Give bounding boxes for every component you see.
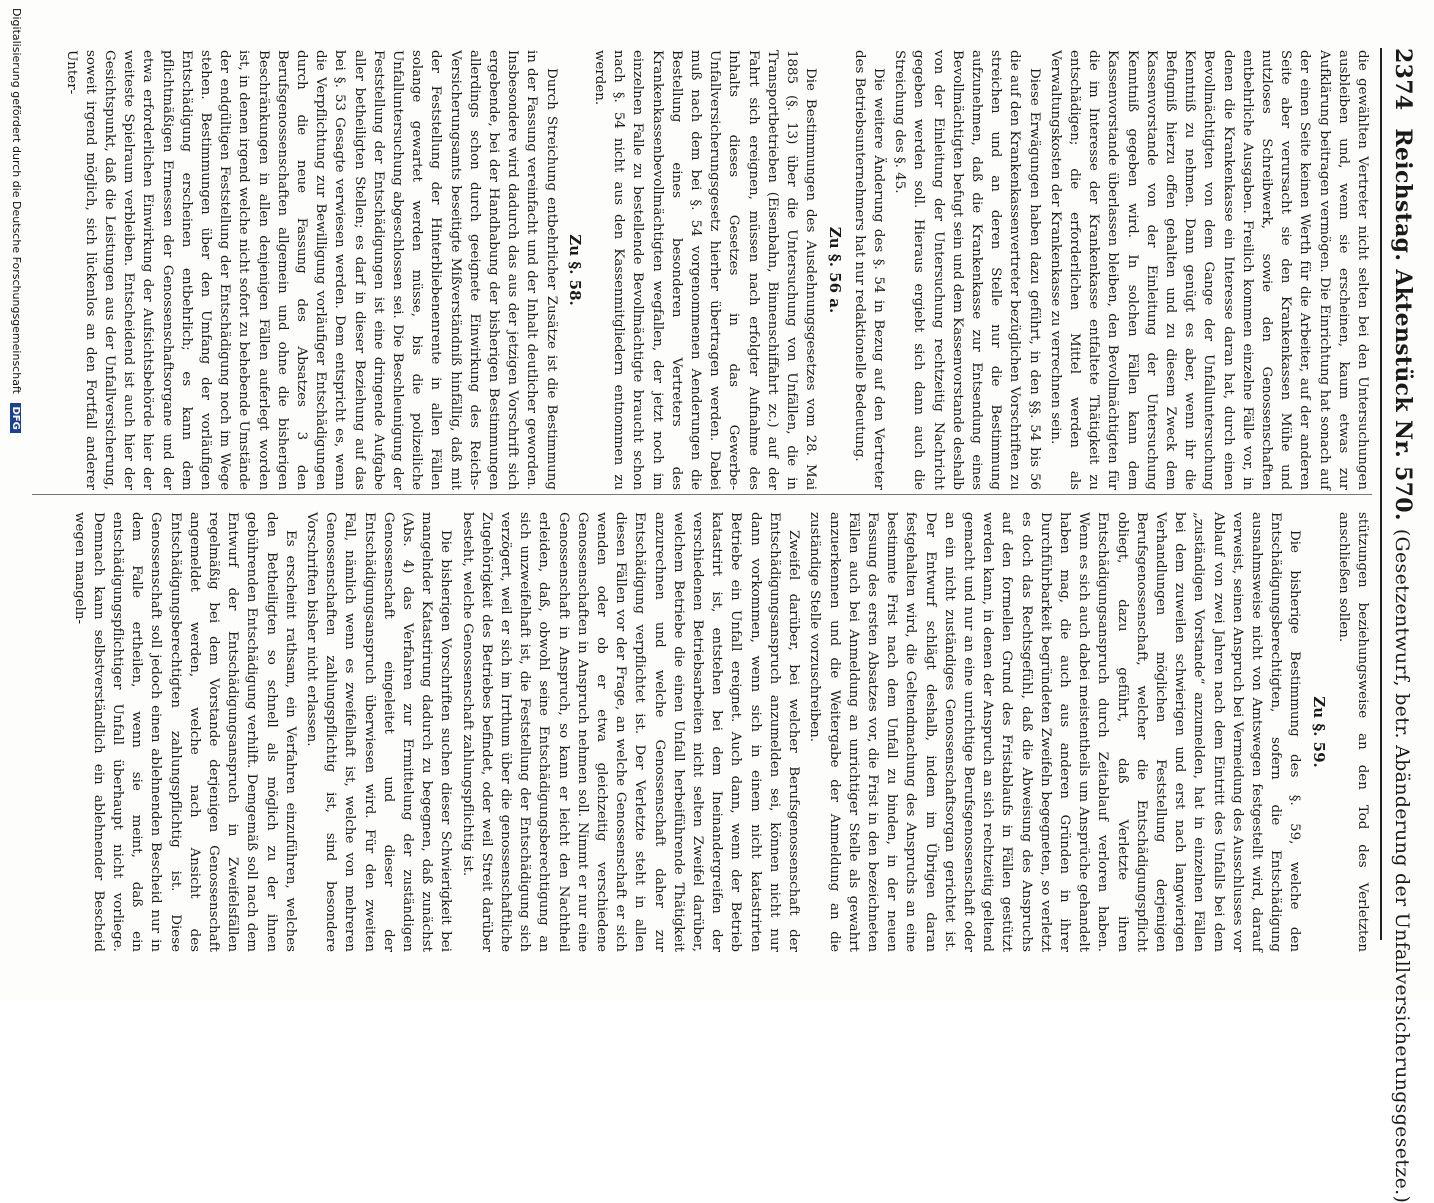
digitization-footer [10,8,23,433]
right-paragraph: Zweifel darüber, bei welcher Berufsgenossenschaft der Entschädigungsanspruch anzumelden sei, können nicht nur dann vorkommen, wenn sich in einem nicht katastrirten Betriebe ein Unfall ereignet. Auch dann, wenn der Betrieb katastrirt ist, entstehen bei dem Ineinandergreifen der verschiedenen Betriebsarbeiten nicht selten Zweifel darüber, welchem Betriebe die einen Unfall herbeiführende Thätigkeit anzurechnen und welche Genossenschaft daher zur Entschädigung verpflichtet ist. Der Verletzte steht in allen diesen Fällen vor der Frage, an welche Genossenschaft er sich wenden oder ob er etwa gleichzeitig verschiedene Genossenschaften in Anspruch nehmen soll. Nimmt er nur eine Genossenschaft in Anspruch, so kann er leicht den Nachtheil erleiden, daß, obwohl seine Entschädigungsberechtigung an sich unzweifelhaft ist, die Feststellung der Entschädigung sich verzögert, weil er sich im Irrthum über die genossenschaftliche Zugehörigkeit des Betriebes befindet, oder weil Streit darüber besteht, welche Genossenschaft zahlungspflichtig ist. [459,512,802,952]
header-title: Reichstag. [1390,128,1416,262]
left-paragraph: Die Bestimmungen des Ausdehnungsgesetzes vom 28. Mai 1885 (§. 13) über die Untersuchung von Unfällen, die in Transportbetrieben (Eisenbahn, Binnenschiffahrt zc.) auf der Fahrt sich ereignen, müssen nach erfolgter Aufnahme des Inhalts dieses Gesetzes in das Gewerbe-Unfallversicherungsgesetz hierher übertragen werden. Dabei muß nach dem bei §. 54 vorgenommenen Aenderungen die Bestellung eines besonderen Vertreters des Krankenkassenbevollmächtigten wegfallen, der jetzt noch im einzelnen Falle zu bestellende Bevollmächtigte braucht schon nach §. 54 nicht aus den Kassenmitgliedern entnommen zu werden. [592,50,819,490]
right-paragraph: Die bisherige Bestimmung des §. 59, welche den Entschädigungsberechtigten, sofern die Entschädigung ausnahmsweise nicht von Amtswegen festgestellt wird, darauf verweist, seinen Anspruch bei Vermeidung des Ausschlusses vor Ablauf von zwei Jahren nach dem Eintritt des Unfalls bei dem „zuständigen Vorstande“ anzumelden, hat in einzelnen Fällen bei dem zuweilen schwierigen und erst nach langwierigen Verhandlungen möglichen Feststellung derjenigen Berufsgenossenschaft, welcher die Entschädigungspflicht obliegt, dazu geführt, daß Verletzte ihren Entschädigungsanspruch durch Zeitablauf verloren haben. Wenn es sich auch dabei meistentheils um Ansprüche gehandelt haben mag, die auch aus anderen Gründen in ihrer Durchführbarkeit begründeten Zweifeln begegneten, so verletzt es doch das Rechtsgefühl, daß die Abweisung des Anspruchs auf den formellen Grund des Fristablaufs in Fällen gestützt werden kann, in denen der Anspruch an sich rechtzeitig geltend gemacht und nur an eine unrichtige Berufsgenossenschaft oder an ein nicht zuständiges Genossenschaftsorgan gerichtet ist. Der Entwurf schlägt deshalb, indem im Übrigen daran festgehalten wird, die Geltendmachung des Anspruchs an eine bestimmte Frist nach dem Unfall zu binden, in der neuen Fassung des ersten Absatzes vor, die Frist in den bezeichneten Fällen auch bei Anmeldung an unrichtiger Stelle als gewahrt anzuerkennen und die Weitergabe der Anmeldung an die zuständige Stelle vorzuschreiben. [807,512,1303,952]
section-heading: Zu §. 58. [565,234,584,306]
right-paragraph: Die bisherigen Vorschriften suchen dieser Schwierigkeit bei mangelnder Katastrirung dadurch zu begegnen, daß zunächst (Abs. 4) das Verfahren zur Ermittelung der zuständigen Genossenschaft eingeleitet und dieser der Entschädigungsanspruch überwiesen wird. Für den zweiten Fall, nämlich wenn es zweifelhaft ist, welche von mehreren Genossenschaften zahlungspflichtig ist, sind besondere Vorschriften bisher nicht erlassen. [304,512,454,952]
page-number: 2374 [1390,48,1416,111]
left-column [59,50,1372,490]
right-paragraph: Es erscheint rathsam, ein Verfahren einzuführen, welches den Betheiligten so schnell als möglich zu der ihnen gebührenden Entschädigung verhilft. Demgemäß soll nach dem Entwurf der Entschädigungsanspruch in Zweifelsfällen regelmäßig bei dem Vorstande derjenigen Genossenschaft angemeldet werden, welche nach Ansicht des Entschädigungsberechtigten zahlungspflichtig ist. Diese Genossenschaft soll jedoch einen ablehnenden Bescheid nur in dem Falle ertheilen, wenn sie meint, daß ein entschädigungspflichtiger Unfall überhaupt nicht vorliege. Demnach kann selbstverständlich ein ablehnender Bescheid wegen mangeln- [71,512,298,952]
section-heading: Zu §. 59. [1309,696,1328,768]
right-column [67,512,1372,952]
left-paragraph: die gewählten Vertreter nicht selten bei den Untersuchungen ausbleiben und, wenn sie erscheinen, kaum etwas zur Aufklärung beitragen vermögen. Die Einrichtung hat sonach auf der einen Seite keinen Werth für die Arbeiter, auf der anderen Seite aber verursacht sie den Krankenkassen Mühe und nutzloses Schreibwerk, sowie den Genossenschaften entbehrliche Ausgaben. Freilich kommen einzelne Fälle vor, in denen die Krankenkasse ein Interesse daran hat, durch einen Bevollmächtigten von dem Gange der Unfalluntersuchung Kenntniß zu nehmen. Dann genügt es aber, wenn ihr die Befugniß hierzu offen gehalten und zu diesem Zweck dem Kassenvorstande von der Einleitung der Untersuchung Kenntniß gegeben wird. In solchen Fällen kann dem Kassenvorstande überlassen bleiben, den Bevollmächtigten für die im Interesse der Krankenkasse entfaltete Thätigkeit zu entschädigen; die erforderlichen Mittel werden als Verwaltungskosten der Krankenkasse zu verrechnen sein. [1047,50,1370,490]
header-doc: Aktenstück Nr. 570. [1390,269,1416,521]
header-subtitle: (Gesetzentwurf, betr. Abänderung der Unfallversicherungsgesetze.) [1391,528,1413,1203]
column-divider [32,494,1372,495]
left-paragraph: Diese Erwägungen haben dazu geführt, in den §§. 54 bis 56 die auf den Krankenkassenvertreter bezüglichen Vorschriften zu streichen und an deren Stelle nur die Bestimmung aufzunehmen, daß die Krankenkasse zur Entsendung eines Bevollmächtigten befugt sein und dem Kassenvorstande deshalb von der Einleitung der Untersuchung rechtzeitig Nachricht gegeben werden soll. Hieraus ergiebt sich dann auch die Streichung des §. 45. [892,50,1042,490]
left-paragraph: Durch Streichung entbehrlicher Zusätze ist die Bestimmung in der Fassung vereinfacht und der Inhalt deutlicher geworden. Insbesondere wird dadurch das aus der jetzigen Vorschrift sich ergebende, bei der Handhabung der bisherigen Bestimmungen allerdings schon durch geeignete Einwirkung des Reichs-Versicherungsamts beseitigte Mißverständniß hinfällig, daß mit der Feststellung der Hinterbliebenenrente in allen Fällen solange gewartet werden müsse, bis die polizeiliche Unfalluntersuchung abgeschlossen sei. Die Beschleunigung der Feststellung der Entschädigungen ist eine dringende Aufgabe aller betheiligten Stellen; es darf in dieser Beziehung auf das bei §. 53 Gesagte verwiesen werden. Dem entspricht es, wenn die Verpflichtung zur Bewilligung vorläufiger Entschädigungen durch die neue Fassung des Absatzes 3 den Berufsgenossenschaften allgemein und ohne die bisherigen Beschränkungen in allen denjenigen Fällen auferlegt worden ist, in denen irgend welche nicht sofort zu behebende Umstände der endgültigen Feststellung der Entschädigung noch im Wege stehen. Bestimmungen über den Umfang der vorläufigen Entschädigung erscheinen entbehrlich; es kann dem pflichtmäßigen Ermessen der Genossenschaftsorgane und der etwa erforderlichen Einwirkung der Aufsichtsbehörde hier der weiteste Spielraum verbleiben. Entscheidend ist auch hier der Gesichtspunkt, daß die Leistungen aus der Unfallversicherung, soweit irgend möglich, sich lückenlos an den Fortfall anderer Unter- [63,50,559,490]
footer-text: Digitalisierung gefördert durch die Deutsche Forschungsgemeinschaft [10,8,23,394]
left-paragraph: Die weitere Änderung des §. 54 in Bezug auf den Vertreter des Betriebsunternehmers hat nur redaktionelle Bedeutung. [851,50,886,490]
dfg-logo: DFG [10,403,21,432]
right-paragraph: stützungen beziehungsweise an den Tod des Verletzten anschließen sollen. [1335,512,1370,952]
page-header [1380,48,1416,1203]
section-heading: Zu §. 56 a. [825,226,844,314]
